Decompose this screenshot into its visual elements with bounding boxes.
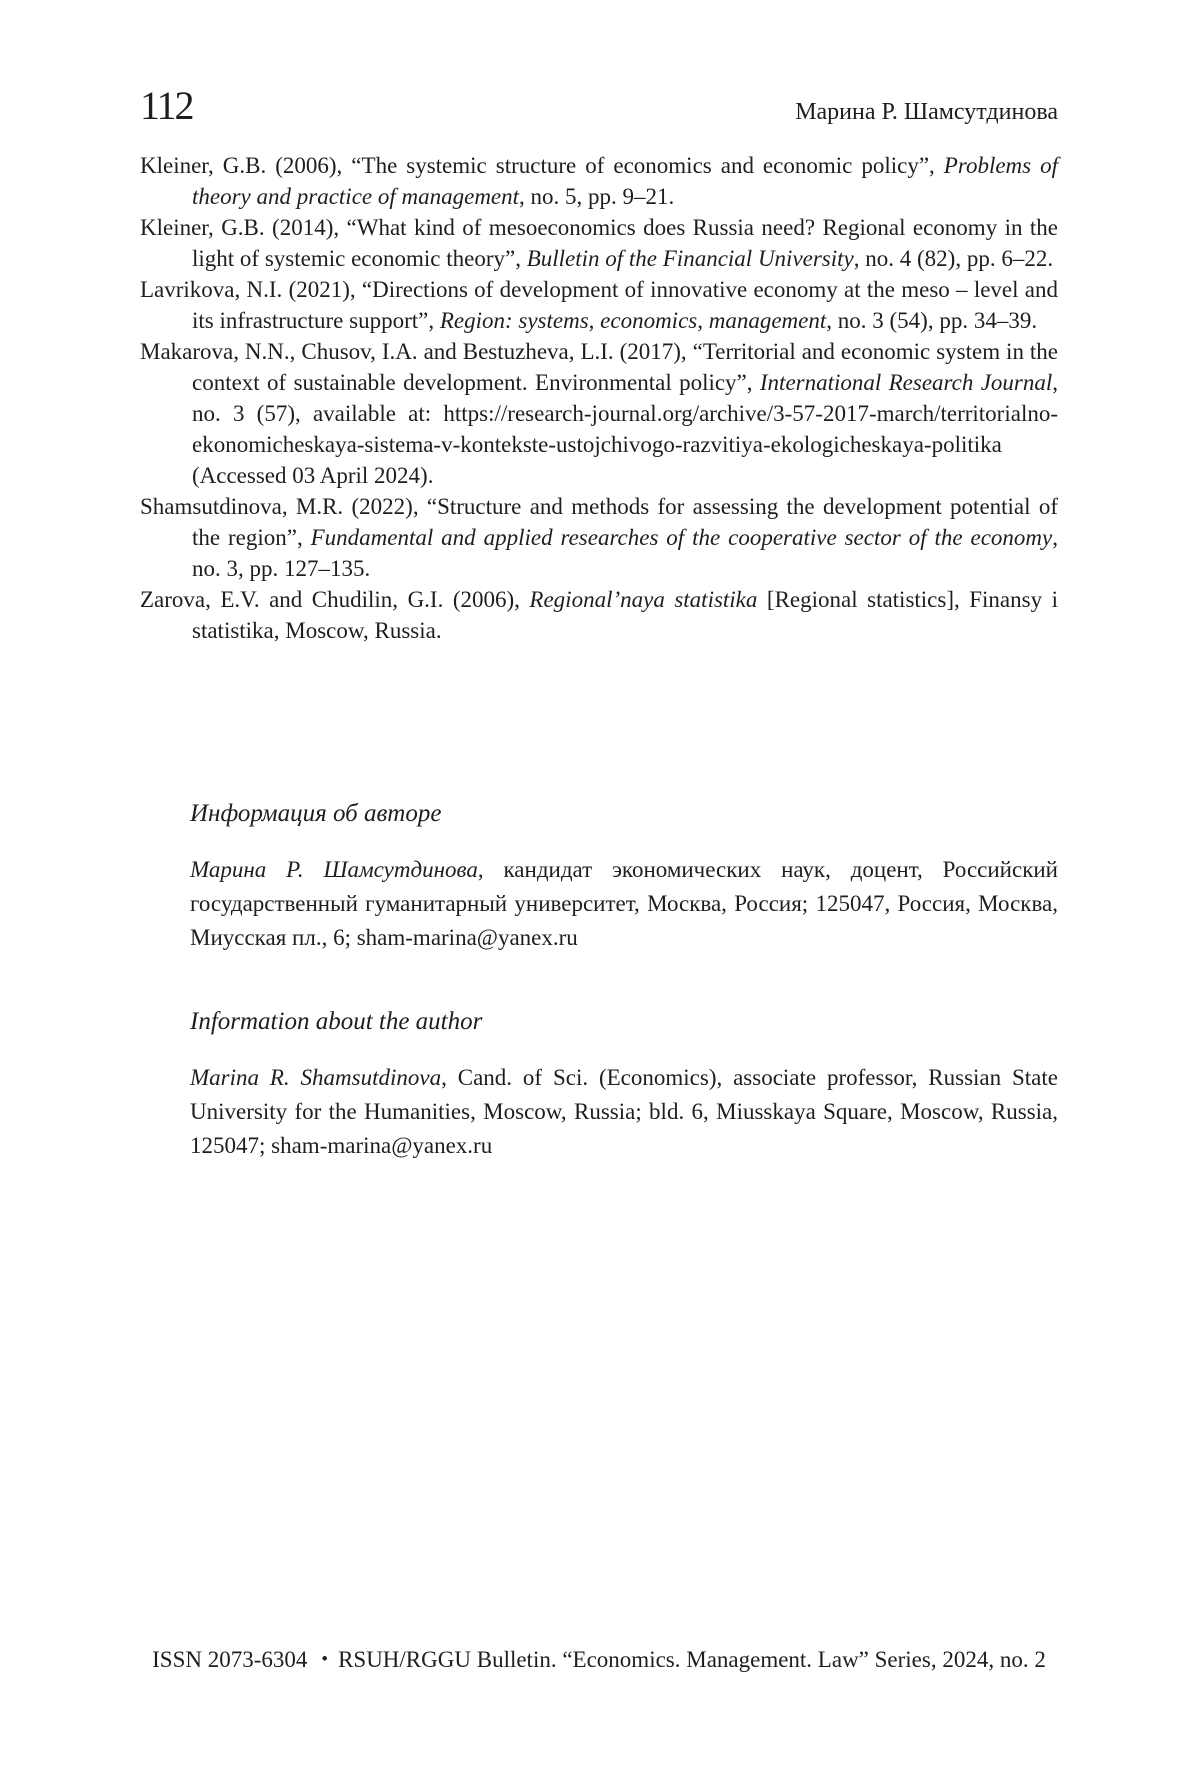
reference-entry <box>140 274 1058 336</box>
page-footer <box>140 1645 1058 1675</box>
author-info-paragraph-en <box>190 1061 1058 1163</box>
text-segment: Zarova, E.V. and Chudilin, G.I. (2006), <box>140 587 530 612</box>
text-segment: Shamsutdinova, M.R. (2022), “Structure and methods for assessing the development potential of the region”, <box>140 494 1058 550</box>
text-segment: , no. 3 (54), pp. 34–39. <box>826 308 1038 333</box>
reference-entry <box>140 584 1058 646</box>
italic-text-segment: Problems of theory and practice of management <box>192 153 1058 209</box>
reference-entry <box>140 212 1058 274</box>
text-segment: , кандидат экономических наук, доцент, Российский государственный гуманитарный университет, Москва, Россия; 125047, Россия, Москва, Миусская пл., 6; sham-marina@yanex.ru <box>190 857 1058 950</box>
author-info-section-en <box>190 1005 1058 1163</box>
page-number: 112 <box>140 83 193 128</box>
section-heading-ru: Информация об авторе <box>190 800 442 827</box>
text-segment: , no. 4 (82), pp. 6–22. <box>853 246 1054 271</box>
italic-text-segment: International Research Journal <box>759 370 1053 395</box>
author-info-section-ru <box>190 797 1058 955</box>
section-heading-en: Information about the author <box>190 1008 483 1035</box>
italic-text-segment: Marina R. Shamsutdinova <box>190 1065 442 1090</box>
reference-list <box>140 150 1058 646</box>
text-segment: [Regional statistics], Finansy i statistika, Moscow, Russia. <box>192 587 1058 643</box>
italic-text-segment: Bulletin of the Financial University <box>526 246 854 271</box>
italic-text-segment: Region: systems, economics, management <box>439 308 827 333</box>
text-segment: Lavrikova, N.I. (2021), “Directions of development of innovative economy at the meso – level and its infrastructure support”, <box>140 277 1058 333</box>
text-segment: Makarova, N.N., Chusov, I.A. and Bestuzheva, L.I. (2017), “Territorial and economic system in the context of sustainable development. Environmental policy”, <box>140 339 1058 395</box>
running-head <box>140 84 1058 128</box>
footer-bullet-separator: • <box>321 1649 329 1670</box>
author-info-paragraph-ru <box>190 853 1058 955</box>
reference-entry <box>140 150 1058 212</box>
italic-text-segment: Fundamental and applied researches of the cooperative sector of the economy <box>310 525 1053 550</box>
text-segment: Kleiner, G.B. (2006), “The systemic structure of economics and economic policy”, <box>140 153 944 178</box>
running-head-author: Марина Р. Шамсутдинова <box>795 99 1058 125</box>
reference-entry <box>140 336 1058 491</box>
text-segment: , no. 3, pp. 127–135. <box>192 525 1058 581</box>
footer-issn: ISSN 2073-6304 <box>152 1647 308 1672</box>
footer-journal-title: RSUH/RGGU Bulletin. “Economics. Management. Law” Series, 2024, no. 2 <box>338 1647 1046 1672</box>
italic-text-segment: Regional’naya statistika <box>529 587 758 612</box>
text-segment: Kleiner, G.B. (2014), “What kind of mesoeconomics does Russia need? Regional economy in the light of systemic economic theory”, <box>140 215 1058 271</box>
italic-text-segment: Марина Р. Шамсутдинова <box>190 857 478 882</box>
text-segment: , no. 5, pp. 9–21. <box>519 184 675 209</box>
text-segment: , Cand. of Sci. (Economics), associate professor, Russian State University for the Humanities, Moscow, Russia; bld. 6, Miusskaya Square, Moscow, Russia, 125047; sham-marina@yanex.ru <box>190 1065 1058 1158</box>
reference-entry <box>140 491 1058 584</box>
text-segment: , no. 3 (57), available at: https://research-journal.org/archive/3-57-2017-march/territorialno-ekonomicheskaya-sistema-v-kontekste-ustojchivogo-razvitiya-ekologicheskaya-politika (Accessed 03 April 2024). <box>192 370 1059 488</box>
